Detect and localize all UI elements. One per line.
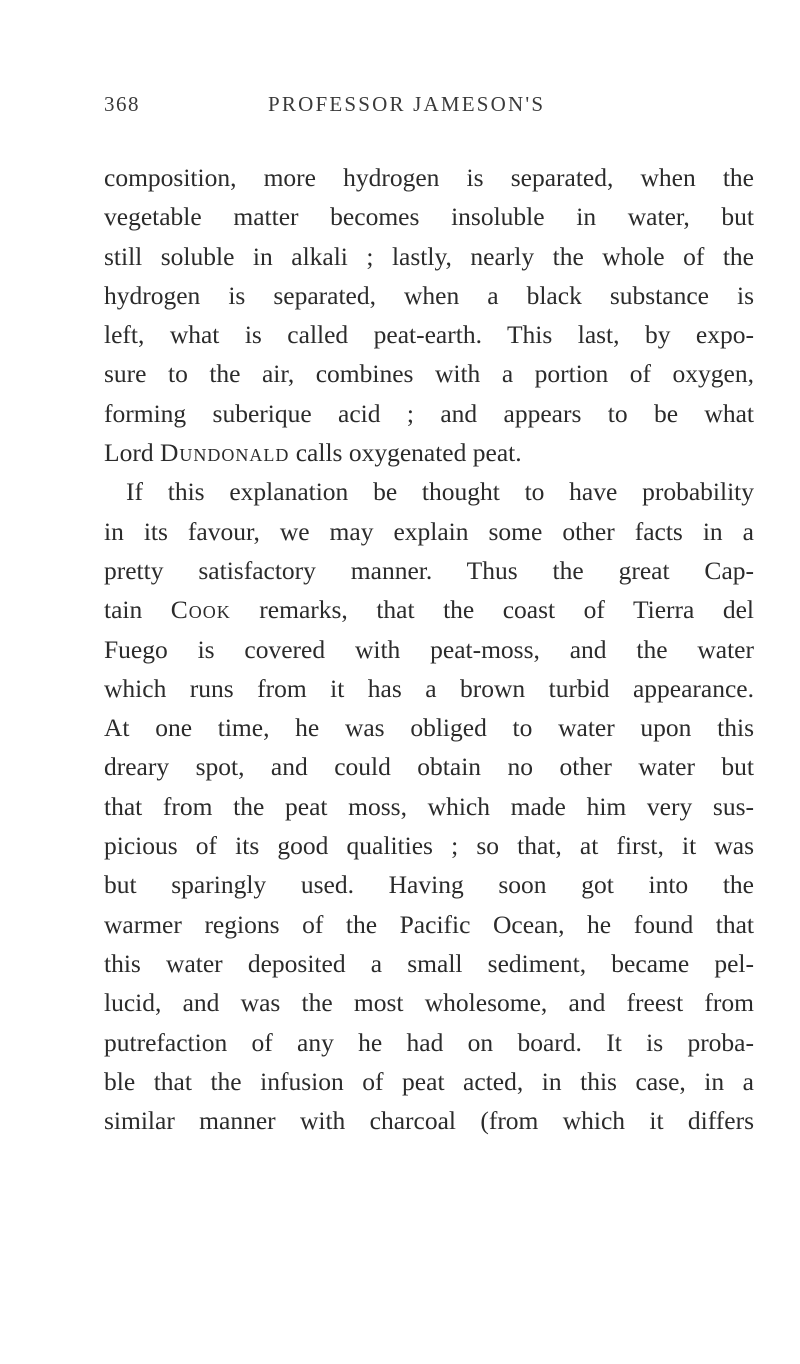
text-line: this water deposited a small sediment, became pel-: [104, 948, 754, 978]
body-text: [104, 158, 754, 1140]
text-line: similar manner with charcoal (from which it differs: [104, 1106, 754, 1136]
text-line: sure to the air, combines with a portion of oxygen,: [104, 359, 754, 389]
text-line: If this explanation be thought to have probability: [126, 477, 754, 507]
text-line: Lord Dundonald calls oxygenated peat.: [104, 438, 522, 468]
text-line: tain Cook remarks, that the coast of Tierra del: [104, 595, 754, 625]
text-line: hydrogen is separated, when a black substance is: [104, 280, 754, 310]
text-line: putrefaction of any he had on board. It is proba-: [104, 1027, 754, 1057]
text-line: which runs from it has a brown turbid appearance.: [104, 673, 754, 703]
text-line: lucid, and was the most wholesome, and freest from: [104, 988, 754, 1018]
page-number: 368: [104, 92, 140, 116]
text-line: that from the peat moss, which made him very sus-: [104, 791, 754, 821]
text-line: but sparingly used. Having soon got into the: [104, 870, 754, 900]
text-line: ble that the infusion of peat acted, in this case, in a: [104, 1066, 754, 1096]
text-line: warmer regions of the Pacific Ocean, he found that: [104, 909, 754, 939]
text-line: pretty satisfactory manner. Thus the great Cap-: [104, 555, 754, 585]
text-line: dreary spot, and could obtain no other water but: [104, 752, 754, 782]
text-line: forming suberique acid ; and appears to be what: [104, 398, 754, 428]
running-title: PROFESSOR JAMESON'S: [268, 92, 546, 116]
text-line: composition, more hydrogen is separated, when the: [104, 163, 754, 192]
text-line: At one time, he was obliged to water upon this: [104, 713, 754, 743]
text-line: picious of its good qualities ; so that, at first, it was: [104, 831, 754, 861]
small-caps-name: Cook: [170, 595, 231, 625]
text-line: still soluble in alkali ; lastly, nearly the whole of the: [104, 241, 754, 271]
text-line: Fuego is covered with peat-moss, and the water: [104, 634, 754, 664]
running-head: [104, 92, 744, 126]
small-caps-name: Dundonald: [159, 438, 290, 468]
text-line: left, what is called peat-earth. This last, by expo-: [104, 320, 754, 350]
text-line: in its favour, we may explain some other facts in a: [104, 516, 754, 546]
text-line: vegetable matter becomes insoluble in water, but: [104, 202, 754, 232]
